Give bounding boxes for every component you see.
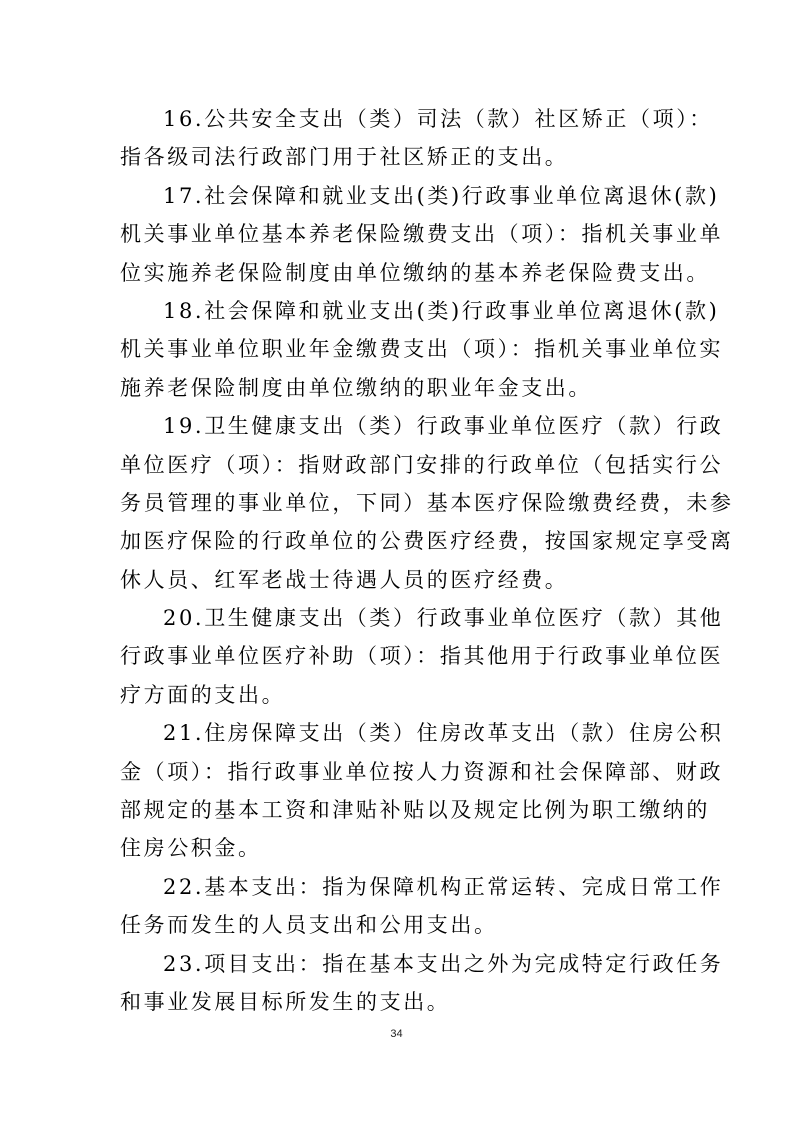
- paragraph-line: 23.项目支出：指在基本支出之外为完成特定行政任务: [163, 951, 724, 976]
- paragraph-line: 部规定的基本工资和津贴补贴以及规定比例为职工缴纳的: [120, 798, 710, 823]
- page-number: 34: [390, 1028, 403, 1040]
- paragraph-line: 行政事业单位医疗补助（项）：指其他用于行政事业单位医: [120, 644, 724, 669]
- paragraph-line: 加医疗保险的行政单位的公费医疗经费，按国家规定享受离: [120, 529, 734, 554]
- document-body: [120, 100, 734, 1021]
- paragraph-19-administrative-medical: [120, 407, 734, 599]
- paragraph-line: 机关事业单位职业年金缴费支出（项）：指机关事业单位实: [120, 337, 724, 362]
- paragraph-line: 20.卫生健康支出（类）行政事业单位医疗（款）其他: [163, 606, 724, 631]
- paragraph-line: 16.公共安全支出（类）司法（款）社区矫正（项）：: [163, 107, 713, 131]
- paragraph-22-basic-expenditure: [120, 868, 724, 945]
- paragraph-line: 19.卫生健康支出（类）行政事业单位医疗（款）行政: [163, 414, 724, 439]
- paragraph-line: 务员管理的事业单位，下同）基本医疗保险缴费经费，未参: [120, 490, 734, 515]
- paragraph-line: 22.基本支出：指为保障机构正常运转、完成日常工作: [163, 874, 724, 899]
- paragraph-16-community-correction: [120, 100, 713, 177]
- paragraph-23-project-expenditure: [120, 945, 724, 1022]
- paragraph-17-basic-pension-contribution: [120, 177, 724, 292]
- paragraph-line: 和事业发展目标所发生的支出。: [120, 989, 451, 1014]
- paragraph-line: 指各级司法行政部门用于社区矫正的支出。: [120, 145, 569, 170]
- paragraph-line: 18.社会保障和就业支出(类)行政事业单位离退休(款): [163, 298, 720, 323]
- paragraph-line: 疗方面的支出。: [120, 682, 286, 707]
- paragraph-line: 21.住房保障支出（类）住房改革支出（款）住房公积: [163, 721, 724, 746]
- paragraph-line: 施养老保险制度由单位缴纳的职业年金支出。: [120, 375, 592, 400]
- paragraph-line: 休人员、红军老战士待遇人员的医疗经费。: [120, 567, 569, 592]
- paragraph-line: 单位医疗（项）：指财政部门安排的行政单位（包括实行公: [120, 452, 724, 477]
- paragraph-18-occupational-annuity: [120, 292, 724, 407]
- paragraph-line: 位实施养老保险制度由单位缴纳的基本养老保险费支出。: [120, 260, 710, 285]
- paragraph-20-other-medical-subsidy: [120, 599, 724, 714]
- paragraph-21-housing-provident-fund: [120, 714, 724, 868]
- paragraph-line: 机关事业单位基本养老保险缴费支出（项）：指机关事业单: [120, 222, 724, 247]
- paragraph-line: 住房公积金。: [120, 836, 262, 861]
- paragraph-line: 任务而发生的人员支出和公用支出。: [120, 913, 498, 938]
- paragraph-line: 17.社会保障和就业支出(类)行政事业单位离退休(款): [163, 183, 720, 208]
- paragraph-line: 金（项）：指行政事业单位按人力资源和社会保障部、财政: [120, 759, 724, 784]
